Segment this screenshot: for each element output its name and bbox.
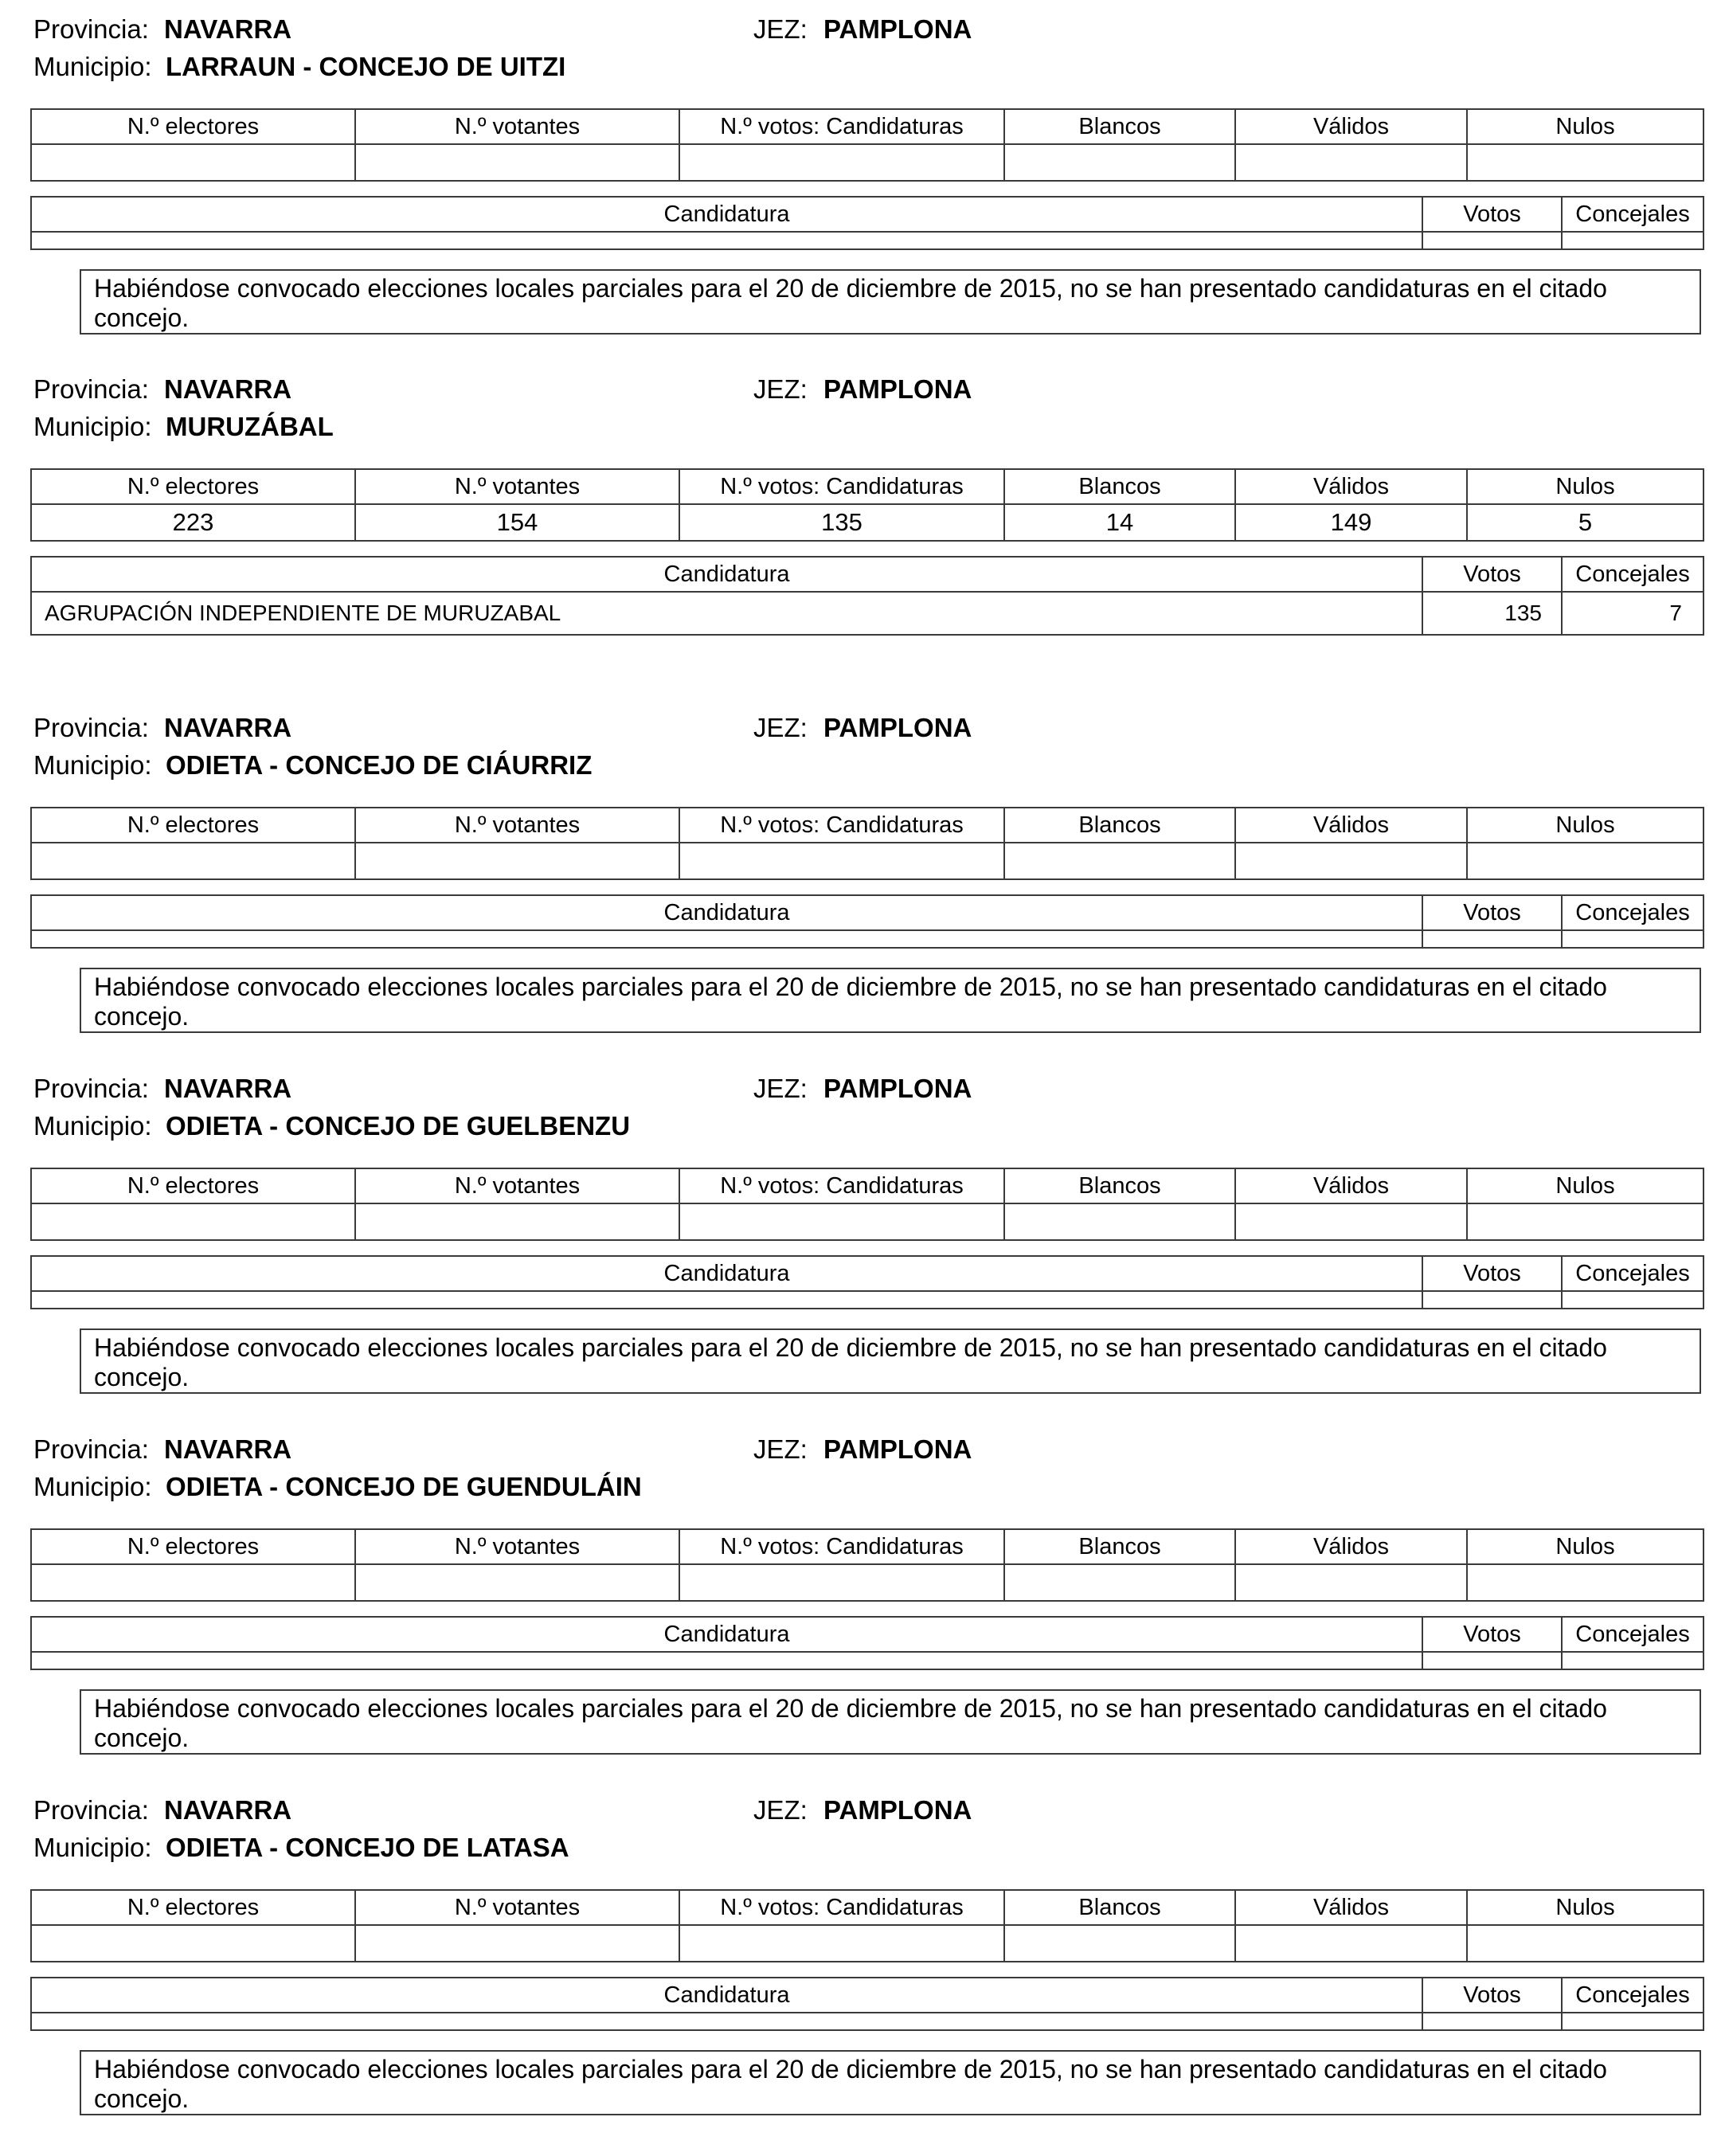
stats-table	[30, 468, 1704, 542]
value-blancos	[1004, 144, 1235, 181]
municipio-label: Municipio:	[33, 1111, 152, 1141]
value-votos-candidaturas	[679, 1925, 1004, 1962]
empty-cell	[31, 2013, 1422, 2030]
municipio-value: LARRAUN - CONCEJO DE UITZI	[166, 52, 566, 81]
header-candidatura: Candidatura	[31, 1256, 1422, 1291]
candidaturas-table	[30, 894, 1704, 949]
no-candidaturas-note: Habiéndose convocado elecciones locales parciales para el 20 de diciembre de 2015, no se han presentado candidaturas en el citado concejo.	[80, 269, 1701, 335]
jez-label: JEZ:	[753, 1074, 808, 1103]
header-candidatura: Candidatura	[31, 1978, 1422, 2013]
header-validos: Válidos	[1235, 469, 1467, 504]
header-validos: Válidos	[1235, 1890, 1467, 1925]
no-candidaturas-note: Habiéndose convocado elecciones locales parciales para el 20 de diciembre de 2015, no se han presentado candidaturas en el citado concejo.	[80, 1328, 1701, 1394]
header-validos: Válidos	[1235, 1529, 1467, 1564]
header-nulos: Nulos	[1467, 109, 1703, 144]
value-nulos	[1467, 1564, 1703, 1601]
empty-cell	[31, 1291, 1422, 1309]
value-nulos	[1467, 843, 1703, 879]
value-votantes	[355, 144, 679, 181]
value-blancos	[1004, 843, 1235, 879]
municipio-label: Municipio:	[33, 1472, 152, 1501]
header-nulos: Nulos	[1467, 1890, 1703, 1925]
provincia-value: NAVARRA	[164, 14, 292, 44]
empty-cell	[1562, 1291, 1703, 1309]
jez-label: JEZ:	[753, 713, 808, 742]
municipio-value: ODIETA - CONCEJO DE GUELBENZU	[166, 1111, 631, 1141]
value-electores	[31, 843, 355, 879]
header-votos: Votos	[1422, 1617, 1562, 1652]
jez-value: PAMPLONA	[823, 14, 972, 44]
empty-cell	[1422, 1291, 1562, 1309]
provincia-label: Provincia:	[33, 14, 149, 44]
header-votos-candidaturas: N.º votos: Candidaturas	[679, 1890, 1004, 1925]
header-candidatura: Candidatura	[31, 1617, 1422, 1652]
value-electores	[31, 1925, 355, 1962]
header-electores: N.º electores	[31, 1168, 355, 1203]
empty-cell	[1562, 1652, 1703, 1669]
jez-value: PAMPLONA	[823, 1434, 972, 1464]
value-votos-candidaturas	[679, 843, 1004, 879]
stats-table	[30, 1168, 1704, 1241]
provincia-value: NAVARRA	[164, 1795, 292, 1825]
municipio-label: Municipio:	[33, 412, 152, 441]
provincia-value: NAVARRA	[164, 1434, 292, 1464]
header-validos: Válidos	[1235, 808, 1467, 843]
empty-cell	[1422, 2013, 1562, 2030]
municipio-value: MURUZÁBAL	[166, 412, 334, 441]
value-validos	[1235, 1203, 1467, 1240]
header-electores: N.º electores	[31, 1890, 355, 1925]
header-votos: Votos	[1422, 1256, 1562, 1291]
stats-table	[30, 108, 1704, 182]
value-electores	[31, 1203, 355, 1240]
candidatura-votos: 135	[1422, 592, 1562, 635]
jez-value: PAMPLONA	[823, 1074, 972, 1103]
header-nulos: Nulos	[1467, 808, 1703, 843]
value-validos	[1235, 144, 1467, 181]
candidaturas-table	[30, 196, 1704, 250]
value-votantes	[355, 1564, 679, 1601]
empty-cell	[31, 930, 1422, 948]
header-electores: N.º electores	[31, 808, 355, 843]
value-votos-candidaturas: 135	[679, 504, 1004, 541]
value-blancos	[1004, 1564, 1235, 1601]
header-blancos: Blancos	[1004, 1168, 1235, 1203]
municipio-label: Municipio:	[33, 1833, 152, 1862]
jez-value: PAMPLONA	[823, 1795, 972, 1825]
provincia-label: Provincia:	[33, 1074, 149, 1103]
value-blancos	[1004, 1925, 1235, 1962]
header-concejales: Concejales	[1562, 1617, 1703, 1652]
jez-label: JEZ:	[753, 14, 808, 44]
empty-cell	[1422, 1652, 1562, 1669]
no-candidaturas-note: Habiéndose convocado elecciones locales parciales para el 20 de diciembre de 2015, no se han presentado candidaturas en el citado concejo.	[80, 968, 1701, 1033]
value-electores: 223	[31, 504, 355, 541]
empty-cell	[1562, 232, 1703, 249]
stats-table	[30, 1528, 1704, 1602]
value-validos: 149	[1235, 504, 1467, 541]
value-votos-candidaturas	[679, 1203, 1004, 1240]
provincia-value: NAVARRA	[164, 374, 292, 404]
header-blancos: Blancos	[1004, 1529, 1235, 1564]
value-validos	[1235, 1564, 1467, 1601]
candidatura-name: AGRUPACIÓN INDEPENDIENTE DE MURUZABAL	[31, 592, 1422, 635]
empty-cell	[31, 232, 1422, 249]
municipio-value: ODIETA - CONCEJO DE LATASA	[166, 1833, 569, 1862]
header-blancos: Blancos	[1004, 1890, 1235, 1925]
header-electores: N.º electores	[31, 1529, 355, 1564]
value-votantes	[355, 1203, 679, 1240]
header-votos: Votos	[1422, 557, 1562, 592]
provincia-label: Provincia:	[33, 713, 149, 742]
header-votos-candidaturas: N.º votos: Candidaturas	[679, 469, 1004, 504]
municipio-value: ODIETA - CONCEJO DE GUENDULÁIN	[166, 1472, 642, 1501]
header-electores: N.º electores	[31, 109, 355, 144]
no-candidaturas-note: Habiéndose convocado elecciones locales parciales para el 20 de diciembre de 2015, no se han presentado candidaturas en el citado concejo.	[80, 2050, 1701, 2115]
header-votos: Votos	[1422, 197, 1562, 232]
value-blancos: 14	[1004, 504, 1235, 541]
value-votantes	[355, 1925, 679, 1962]
value-validos	[1235, 843, 1467, 879]
header-blancos: Blancos	[1004, 808, 1235, 843]
value-votos-candidaturas	[679, 1564, 1004, 1601]
header-concejales: Concejales	[1562, 197, 1703, 232]
header-votos-candidaturas: N.º votos: Candidaturas	[679, 808, 1004, 843]
header-candidatura: Candidatura	[31, 197, 1422, 232]
municipio-value: ODIETA - CONCEJO DE CIÁURRIZ	[166, 750, 593, 780]
jez-label: JEZ:	[753, 374, 808, 404]
header-blancos: Blancos	[1004, 109, 1235, 144]
provincia-value: NAVARRA	[164, 1074, 292, 1103]
candidaturas-table	[30, 1255, 1704, 1309]
header-nulos: Nulos	[1467, 1168, 1703, 1203]
value-electores	[31, 144, 355, 181]
value-validos	[1235, 1925, 1467, 1962]
header-votos: Votos	[1422, 1978, 1562, 2013]
header-validos: Válidos	[1235, 1168, 1467, 1203]
candidaturas-table	[30, 1616, 1704, 1670]
header-votos-candidaturas: N.º votos: Candidaturas	[679, 109, 1004, 144]
jez-label: JEZ:	[753, 1795, 808, 1825]
empty-cell	[31, 1652, 1422, 1669]
provincia-label: Provincia:	[33, 1795, 149, 1825]
provincia-label: Provincia:	[33, 374, 149, 404]
header-votantes: N.º votantes	[355, 469, 679, 504]
header-votos-candidaturas: N.º votos: Candidaturas	[679, 1529, 1004, 1564]
provincia-label: Provincia:	[33, 1434, 149, 1464]
candidaturas-table	[30, 1977, 1704, 2031]
municipio-label: Municipio:	[33, 750, 152, 780]
empty-cell	[1422, 232, 1562, 249]
value-votantes: 154	[355, 504, 679, 541]
header-votantes: N.º votantes	[355, 1890, 679, 1925]
no-candidaturas-note: Habiéndose convocado elecciones locales parciales para el 20 de diciembre de 2015, no se han presentado candidaturas en el citado concejo.	[80, 1689, 1701, 1755]
header-candidatura: Candidatura	[31, 895, 1422, 930]
candidaturas-table	[30, 556, 1704, 636]
provincia-value: NAVARRA	[164, 713, 292, 742]
header-votos-candidaturas: N.º votos: Candidaturas	[679, 1168, 1004, 1203]
value-votos-candidaturas	[679, 144, 1004, 181]
value-electores	[31, 1564, 355, 1601]
header-votantes: N.º votantes	[355, 1168, 679, 1203]
stats-table	[30, 807, 1704, 880]
stats-table	[30, 1889, 1704, 1962]
header-votantes: N.º votantes	[355, 1529, 679, 1564]
empty-cell	[1562, 930, 1703, 948]
jez-value: PAMPLONA	[823, 374, 972, 404]
header-candidatura: Candidatura	[31, 557, 1422, 592]
header-validos: Válidos	[1235, 109, 1467, 144]
value-nulos: 5	[1467, 504, 1703, 541]
value-blancos	[1004, 1203, 1235, 1240]
header-concejales: Concejales	[1562, 895, 1703, 930]
header-votantes: N.º votantes	[355, 808, 679, 843]
value-votantes	[355, 843, 679, 879]
header-nulos: Nulos	[1467, 469, 1703, 504]
candidatura-concejales: 7	[1562, 592, 1703, 635]
header-votos: Votos	[1422, 895, 1562, 930]
header-blancos: Blancos	[1004, 469, 1235, 504]
empty-cell	[1562, 2013, 1703, 2030]
header-electores: N.º electores	[31, 469, 355, 504]
value-nulos	[1467, 144, 1703, 181]
table-row	[31, 592, 1703, 635]
header-concejales: Concejales	[1562, 1978, 1703, 2013]
header-votantes: N.º votantes	[355, 109, 679, 144]
header-nulos: Nulos	[1467, 1529, 1703, 1564]
empty-cell	[1422, 930, 1562, 948]
value-nulos	[1467, 1203, 1703, 1240]
jez-label: JEZ:	[753, 1434, 808, 1464]
header-concejales: Concejales	[1562, 1256, 1703, 1291]
header-concejales: Concejales	[1562, 557, 1703, 592]
jez-value: PAMPLONA	[823, 713, 972, 742]
value-nulos	[1467, 1925, 1703, 1962]
municipio-label: Municipio:	[33, 52, 152, 81]
